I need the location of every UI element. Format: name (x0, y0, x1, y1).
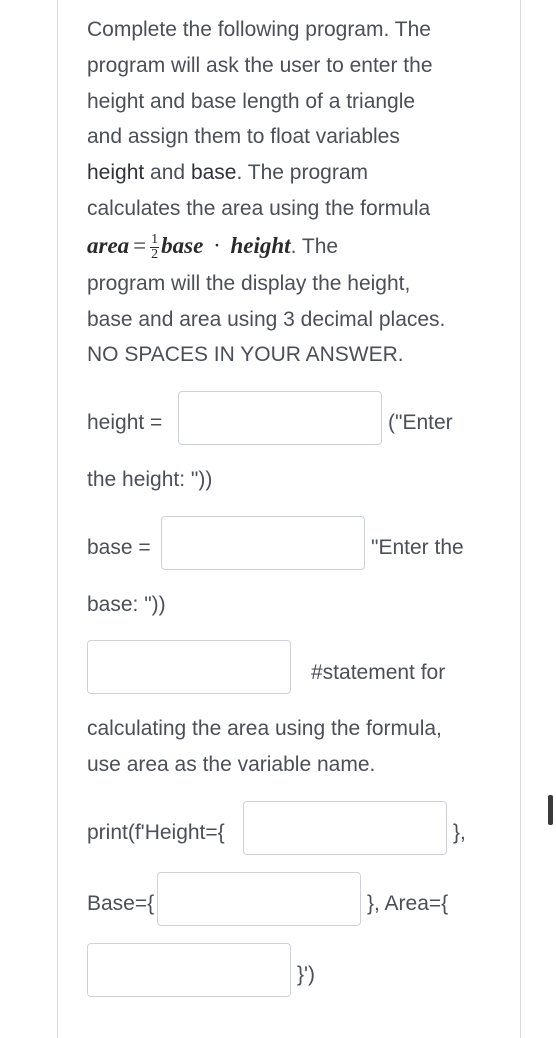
statement-comment-cont-1: calculating the area using the formula, (87, 717, 442, 740)
formula-after: . The (290, 235, 339, 258)
height-assign-label: height = (87, 411, 163, 434)
question-line-9: base and area using 3 decimal places. (87, 308, 446, 331)
area-output-label: }, Area={ (367, 892, 449, 915)
formula-line (87, 228, 338, 265)
base-output-label: Base={ (87, 892, 155, 915)
base-assign-label: base = (87, 536, 151, 559)
and-text: and (144, 161, 191, 184)
question-line-4: and assign them to float variables (87, 125, 400, 148)
scrollbar-thumb[interactable] (548, 795, 553, 825)
question-line-3: height and base length of a triangle (87, 90, 416, 113)
question-line-1: Complete the following program. The (87, 18, 431, 41)
var-height-text: height (87, 161, 145, 184)
question-line-10: NO SPACES IN YOUR ANSWER. (87, 343, 404, 366)
base-prompt-text: base: ")) (87, 593, 166, 616)
answer-blank-2[interactable] (161, 516, 365, 570)
formula-height: height (230, 233, 291, 258)
formula-dot: · (207, 233, 227, 258)
formula-area: area (87, 233, 130, 258)
print-end-text: }') (297, 963, 316, 986)
question-line-5 (87, 155, 368, 191)
answer-blank-3[interactable] (87, 640, 291, 694)
formula-equals: = (133, 233, 147, 258)
print-prefix-text: print(f'Height={ (87, 821, 225, 844)
line5-rest: . The program (236, 161, 368, 184)
answer-blank-5[interactable] (157, 872, 361, 926)
statement-comment-text: #statement for (311, 661, 446, 684)
var-base-text: base (190, 161, 237, 184)
base-input-call-text: "Enter the (371, 536, 464, 559)
answer-blank-4[interactable] (243, 801, 447, 855)
height-input-call-text: ("Enter (388, 411, 453, 434)
answer-blank-6[interactable] (87, 943, 291, 997)
statement-comment-cont-2: use area as the variable name. (87, 753, 376, 776)
formula-fraction: $\frac{1}{2}$ (151, 231, 159, 262)
question-line-6: calculates the area using the formula (87, 197, 431, 220)
question-line-2: program will ask the user to enter the (87, 54, 433, 77)
answer-blank-1[interactable] (178, 391, 382, 445)
question-line-8: program will the display the height, (87, 272, 411, 295)
formula-base: base (161, 233, 204, 258)
height-prompt-text: the height: ")) (87, 468, 213, 491)
print-separator-1: }, (453, 821, 466, 844)
